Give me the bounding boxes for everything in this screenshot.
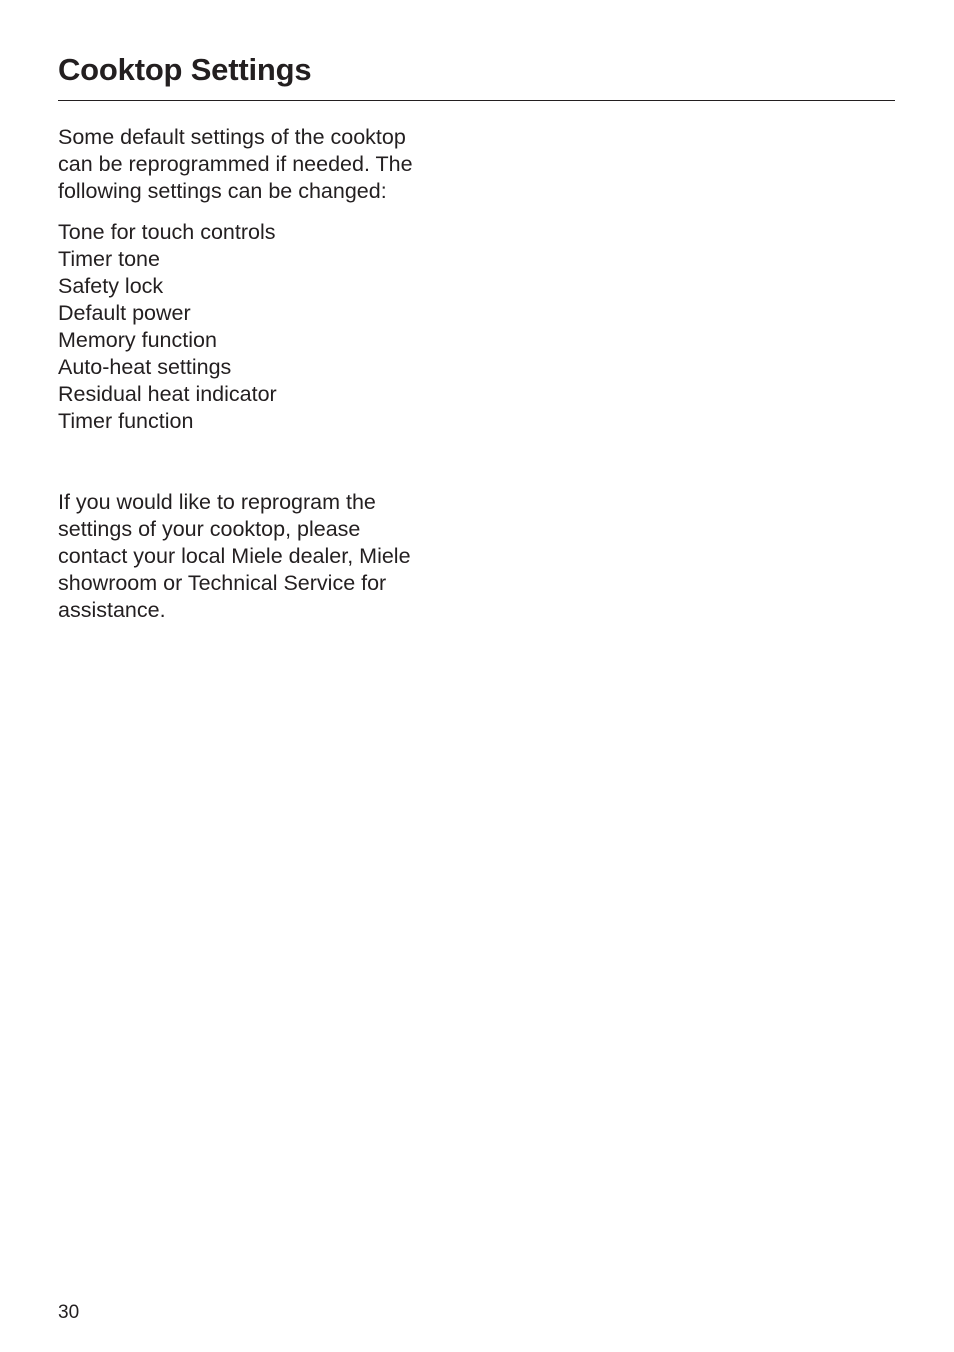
reprogram-line: settings of your cooktop, please	[58, 517, 361, 541]
title-divider	[58, 100, 895, 101]
reprogram-line: If you would like to reprogram the	[58, 490, 376, 514]
settings-list-item: Auto-heat settings	[58, 355, 232, 379]
intro-line: Some default settings of the cooktop	[58, 125, 406, 149]
settings-list-item: Safety lock	[58, 274, 164, 298]
settings-list-item: Residual heat indicator	[58, 382, 277, 406]
intro-line: can be reprogrammed if needed. The	[58, 152, 413, 176]
settings-list-item: Timer function	[58, 409, 194, 433]
reprogram-line: contact your local Miele dealer, Miele	[58, 544, 411, 568]
settings-list-item: Default power	[58, 301, 191, 325]
settings-list-item: Timer tone	[58, 247, 160, 271]
intro-line: following settings can be changed:	[58, 179, 387, 203]
settings-list-item: Memory function	[58, 328, 217, 352]
page-title: Cooktop Settings	[58, 52, 312, 87]
reprogram-line: assistance.	[58, 598, 166, 622]
settings-list-item: Tone for touch controls	[58, 220, 276, 244]
page-number: 30	[58, 1302, 80, 1323]
reprogram-paragraph	[58, 489, 458, 624]
settings-list	[58, 219, 458, 435]
intro-paragraph	[58, 124, 458, 205]
reprogram-line: showroom or Technical Service for	[58, 571, 387, 595]
